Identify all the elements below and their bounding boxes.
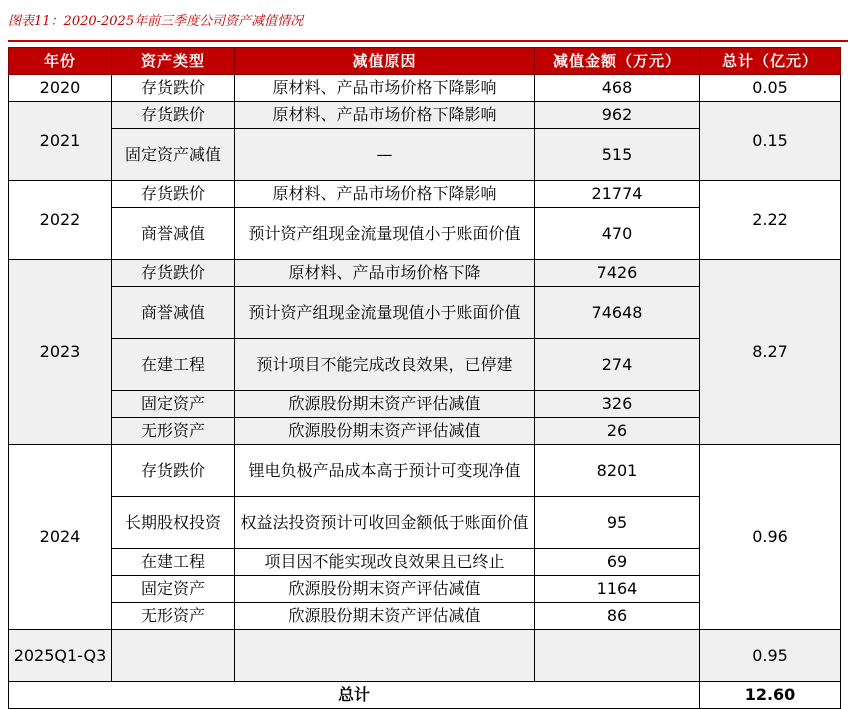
asset-type-cell: 固定资产减值 <box>112 129 235 181</box>
header-reason: 减值原因 <box>235 48 535 75</box>
table-row <box>9 102 841 129</box>
asset-type-cell: 在建工程 <box>112 339 235 391</box>
asset-type-cell <box>112 630 235 682</box>
amount-cell: 274 <box>535 339 700 391</box>
grand-total-row <box>9 682 841 709</box>
reason-cell: — <box>235 129 535 181</box>
asset-type-cell: 在建工程 <box>112 549 235 576</box>
amount-cell: 8201 <box>535 445 700 497</box>
total-cell: 0.96 <box>700 445 841 630</box>
total-cell: 8.27 <box>700 260 841 445</box>
amount-cell: 7426 <box>535 260 700 287</box>
asset-type-cell: 无形资产 <box>112 603 235 630</box>
asset-type-cell: 存货跌价 <box>112 260 235 287</box>
asset-type-cell: 商誉减值 <box>112 208 235 260</box>
year-cell: 2025Q1-Q3 <box>9 630 112 682</box>
reason-cell: 原材料、产品市场价格下降影响 <box>235 75 535 102</box>
reason-cell: 原材料、产品市场价格下降 <box>235 260 535 287</box>
asset-type-cell: 存货跌价 <box>112 445 235 497</box>
table-row <box>9 181 841 208</box>
year-cell: 2021 <box>9 102 112 181</box>
header-amount: 减值金额（万元） <box>535 48 700 75</box>
amount-cell: 470 <box>535 208 700 260</box>
reason-cell: 项目因不能实现改良效果且已终止 <box>235 549 535 576</box>
figure-caption: 图表11：2020-2025年前三季度公司资产减值情况 <box>8 14 304 29</box>
amount-cell: 86 <box>535 603 700 630</box>
amount-cell: 962 <box>535 102 700 129</box>
reason-cell: 欣源股份期末资产评估减值 <box>235 391 535 418</box>
table-row <box>9 75 841 102</box>
reason-cell: 预计项目不能完成改良效果，已停建 <box>235 339 535 391</box>
total-cell: 0.15 <box>700 102 841 181</box>
table-row <box>9 630 841 682</box>
asset-type-cell: 长期股权投资 <box>112 497 235 549</box>
table-row <box>9 260 841 287</box>
header-total: 总计（亿元） <box>700 48 841 75</box>
reason-cell: 原材料、产品市场价格下降影响 <box>235 181 535 208</box>
reason-cell: 预计资产组现金流量现值小于账面价值 <box>235 208 535 260</box>
total-cell: 0.05 <box>700 75 841 102</box>
reason-cell: 欣源股份期末资产评估减值 <box>235 418 535 445</box>
reason-cell: 欣源股份期末资产评估减值 <box>235 576 535 603</box>
table-row <box>9 445 841 497</box>
amount-cell: 95 <box>535 497 700 549</box>
asset-type-cell: 存货跌价 <box>112 102 235 129</box>
year-cell: 2024 <box>9 445 112 630</box>
header-year: 年份 <box>9 48 112 75</box>
impairment-table <box>8 47 841 709</box>
year-cell: 2020 <box>9 75 112 102</box>
grand-total-value: 12.60 <box>700 682 841 709</box>
asset-type-cell: 固定资产 <box>112 391 235 418</box>
grand-total-label: 总计 <box>9 682 700 709</box>
reason-cell: 预计资产组现金流量现值小于账面价值 <box>235 287 535 339</box>
amount-cell: 468 <box>535 75 700 102</box>
asset-type-cell: 固定资产 <box>112 576 235 603</box>
reason-cell: 欣源股份期末资产评估减值 <box>235 603 535 630</box>
asset-type-cell: 存货跌价 <box>112 75 235 102</box>
amount-cell: 74648 <box>535 287 700 339</box>
reason-cell <box>235 630 535 682</box>
amount-cell <box>535 630 700 682</box>
header-asset-type: 资产类型 <box>112 48 235 75</box>
table-header-row <box>9 48 841 75</box>
amount-cell: 326 <box>535 391 700 418</box>
reason-cell: 权益法投资预计可收回金额低于账面价值 <box>235 497 535 549</box>
amount-cell: 21774 <box>535 181 700 208</box>
caption-divider <box>8 40 848 42</box>
year-cell: 2023 <box>9 260 112 445</box>
year-cell: 2022 <box>9 181 112 260</box>
amount-cell: 69 <box>535 549 700 576</box>
asset-type-cell: 商誉减值 <box>112 287 235 339</box>
asset-type-cell: 存货跌价 <box>112 181 235 208</box>
reason-cell: 原材料、产品市场价格下降影响 <box>235 102 535 129</box>
total-cell: 0.95 <box>700 630 841 682</box>
total-cell: 2.22 <box>700 181 841 260</box>
reason-cell: 锂电负极产品成本高于预计可变现净值 <box>235 445 535 497</box>
asset-type-cell: 无形资产 <box>112 418 235 445</box>
amount-cell: 1164 <box>535 576 700 603</box>
amount-cell: 515 <box>535 129 700 181</box>
amount-cell: 26 <box>535 418 700 445</box>
